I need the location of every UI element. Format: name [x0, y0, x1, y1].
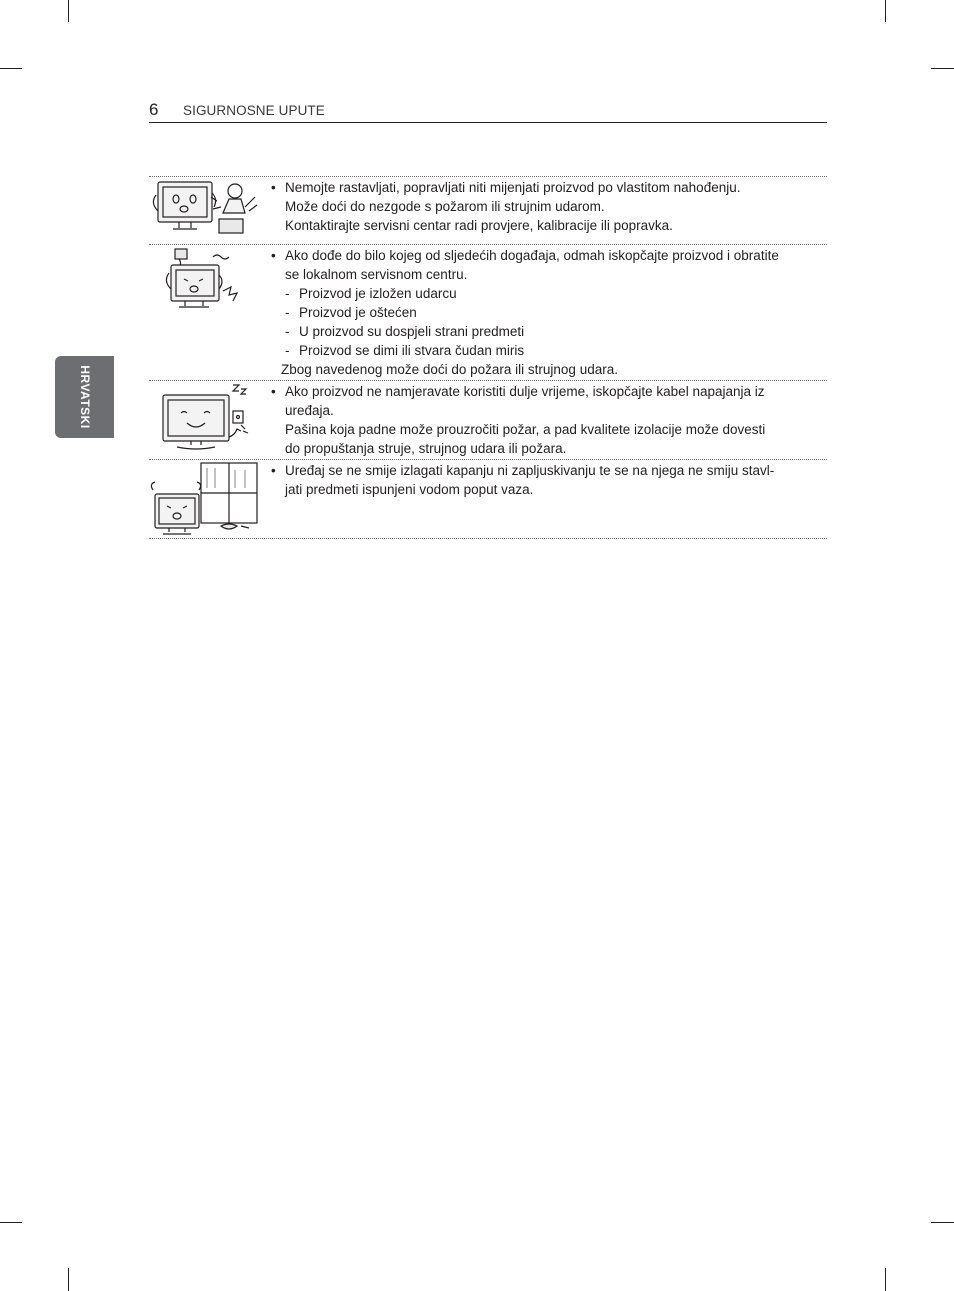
- crop-mark: [931, 1222, 954, 1223]
- instruction-row: [149, 381, 827, 460]
- crop-mark: [68, 0, 69, 22]
- instruction-line: Može doći do nezgode s požarom ili strujnim udarom.: [285, 199, 605, 214]
- crop-mark: [0, 68, 22, 69]
- instruction-row: [149, 177, 827, 245]
- language-tab-label: HRVATSKI: [77, 365, 92, 429]
- instruction-line: • Ako proizvod ne namjeravate koristiti dulje vrijeme, iskopčajte kabel napajanja iz: [285, 384, 765, 399]
- crop-mark: [0, 1222, 22, 1223]
- crop-mark: [68, 1268, 69, 1291]
- language-tab: [55, 356, 114, 438]
- instruction-note: Zbog navedenog može doći do požara ili strujnog udara.: [281, 362, 618, 377]
- crop-mark: [885, 0, 886, 22]
- instruction-line: Kontaktirajte servisni centar radi provjere, kalibracije ili popravka.: [285, 218, 673, 233]
- sub-list-item: - Proizvod se dimi ili stvara čudan miris: [271, 341, 819, 360]
- tv-water-window-illustration: [149, 460, 265, 538]
- instruction-line: jati predmeti ispunjeni vodom poput vaza.: [285, 482, 534, 497]
- instruction-text: [271, 461, 819, 499]
- tv-unplugged-sleeping-illustration: [149, 381, 265, 459]
- instruction-line: • Uređaj se ne smije izlagati kapanju ni zapljuskivanju te se na njega ne smiju stavl-: [285, 463, 775, 478]
- tv-disassembly-warning-illustration: [149, 177, 265, 244]
- instruction-line: do propuštanja struje, strujnog udara ili požara.: [285, 441, 567, 456]
- instruction-text: [271, 178, 819, 235]
- section-title: SIGURNOSNE UPUTE: [183, 103, 325, 118]
- page-header: [149, 100, 827, 123]
- instruction-line: se lokalnom servisnom centru.: [285, 267, 468, 282]
- instruction-row: [149, 245, 827, 381]
- sub-list-item: - U proizvod su dospjeli strani predmeti: [271, 322, 819, 341]
- sub-list-item: - Proizvod je oštećen: [271, 303, 819, 322]
- instruction-text: [271, 246, 819, 379]
- sub-list-item: - Proizvod je izložen udarcu: [271, 284, 819, 303]
- tv-damage-smoke-illustration: [149, 245, 265, 315]
- page-number: 6: [149, 100, 159, 119]
- crop-mark: [931, 68, 954, 69]
- crop-mark: [885, 1268, 886, 1291]
- instruction-row: [149, 460, 827, 539]
- safety-instructions-table: [149, 176, 827, 539]
- instruction-line: • Ako dođe do bilo kojeg od sljedećih događaja, odmah iskopčajte proizvod i obratite: [285, 248, 779, 263]
- instruction-line: uređaja.: [285, 403, 334, 418]
- instruction-line: • Nemojte rastavljati, popravljati niti mijenjati proizvod po vlastitom nahođenju.: [285, 180, 741, 195]
- instruction-line: Pašina koja padne može prouzročiti požar, a pad kvalitete izolacije može dovesti: [285, 422, 766, 437]
- instruction-text: [271, 382, 819, 458]
